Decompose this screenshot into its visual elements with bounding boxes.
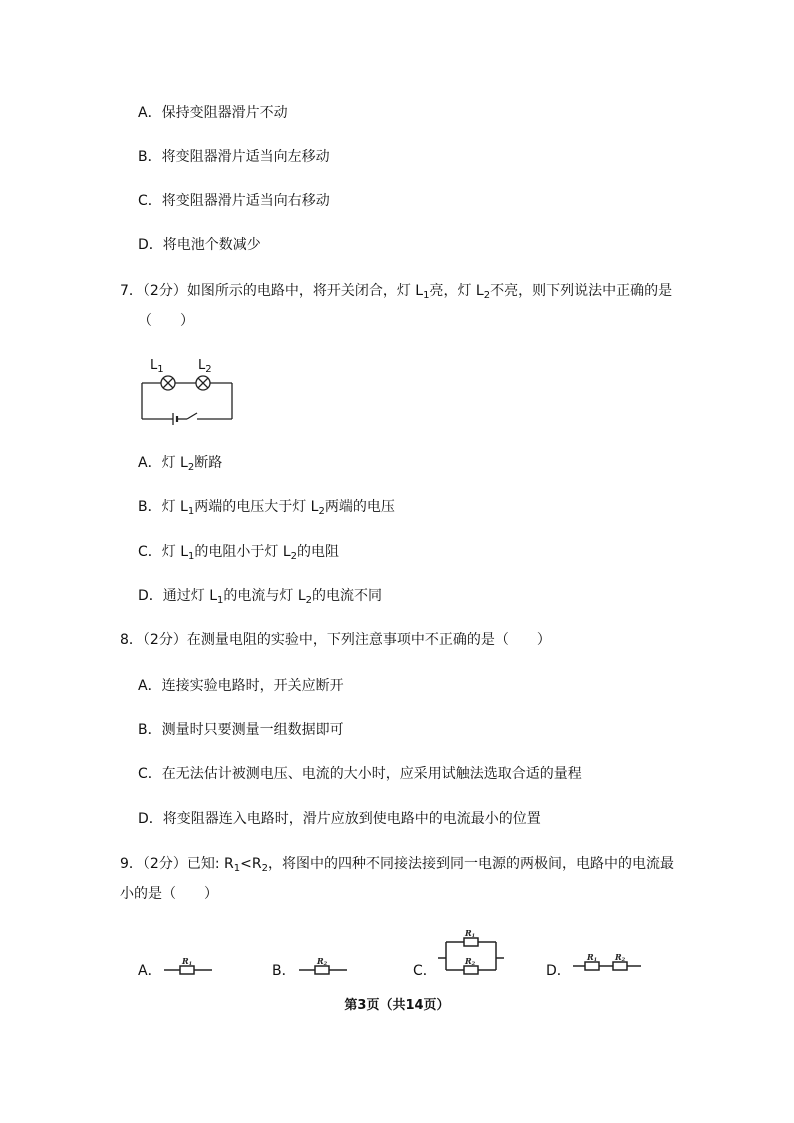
option-letter: D．	[138, 811, 163, 827]
resistor-label: R2	[465, 956, 476, 967]
q9-choice-b-figure	[297, 958, 349, 980]
q7-option-c	[138, 543, 339, 561]
q9-choice-a-figure	[162, 958, 214, 980]
lamp-l2	[196, 376, 210, 390]
q8-option-d	[138, 810, 541, 828]
subscript: 2	[483, 290, 491, 301]
q9-choice-d-figure	[571, 952, 643, 976]
switch-blade	[187, 413, 197, 419]
option-letter: D．	[138, 237, 163, 253]
page-footer: 第3页（共14页）	[344, 998, 450, 1013]
question-number: 8．	[120, 632, 143, 648]
stem-text: 亮，灯 L	[429, 283, 484, 299]
q9-choice-d-letter: D．	[546, 963, 571, 979]
option-text: 断路	[194, 455, 223, 471]
option-letter: B．	[138, 722, 162, 738]
option-text: 将变阻器连入电路时，滑片应放到使电路中的电流最小的位置	[162, 811, 541, 827]
resistor-r2	[613, 962, 627, 970]
q9-choice-c-letter: C．	[413, 963, 437, 979]
q7-option-b	[138, 498, 395, 516]
subscript: 2	[261, 863, 268, 874]
option-text: 的电流不同	[312, 588, 383, 604]
option-text: 两端的电压	[324, 499, 395, 515]
q8-option-a	[138, 677, 344, 695]
stem-text: 不亮，则下列说法中正确的是	[490, 283, 673, 299]
question-score: （2分）	[142, 283, 187, 299]
q6-option-d	[138, 236, 261, 254]
q7-answer-blank: （ ）	[138, 313, 194, 329]
option-letter: A．	[138, 678, 162, 694]
option-letter: A．	[138, 105, 162, 121]
option-text: 的电阻	[297, 544, 340, 560]
stem-text: 在测量电阻的实验中，下列注意事项中不正确的是（ ）	[186, 632, 551, 648]
q6-option-c	[138, 192, 330, 210]
subscript: 1	[217, 595, 224, 606]
question-score: （2分）	[142, 632, 187, 648]
subscript: 2	[305, 595, 313, 606]
subscript: 1	[233, 863, 241, 874]
q9-stem	[120, 855, 674, 873]
option-text: 在无法估计被测电压、电流的大小时，应采用试触法选取合适的量程	[161, 766, 582, 782]
option-text: 通过灯 L	[162, 588, 218, 604]
stem-text: 如图所示的电路中，将开关闭合，灯 L	[186, 283, 424, 299]
q8-option-c	[138, 765, 582, 783]
q6-option-b	[138, 148, 330, 166]
stem-text: R	[251, 856, 262, 872]
option-letter: C．	[138, 193, 162, 209]
q9-choice-a-letter: A．	[138, 963, 162, 979]
resistor-r1	[464, 938, 478, 946]
option-text: 的电阻小于灯 L	[194, 544, 291, 560]
q8-stem	[120, 631, 551, 649]
option-text: 将电池个数减少	[162, 237, 261, 253]
subscript: 2	[187, 462, 195, 473]
q7-option-a	[138, 454, 222, 472]
resistor-label: R1	[465, 928, 476, 939]
resistor-r2	[315, 966, 329, 974]
option-text: 灯 L	[161, 544, 189, 560]
q9-stem-line2: 小的是（ ）	[120, 886, 218, 902]
option-text: 灯 L	[161, 455, 188, 471]
q7-option-d	[138, 587, 382, 605]
option-text: 两端的电压大于灯 L	[194, 499, 319, 515]
lamp-l1-label: $L_1$	[150, 358, 164, 375]
option-letter: C．	[138, 766, 162, 782]
q8-option-b	[138, 721, 344, 739]
q7-stem	[120, 282, 672, 300]
resistor-label: R1	[182, 958, 193, 967]
subscript: 2	[290, 551, 298, 562]
option-letter: B．	[138, 149, 162, 165]
resistor-label: R1	[587, 952, 598, 963]
question-number: 7．	[120, 283, 143, 299]
option-letter: C．	[138, 544, 162, 560]
option-text: 将变阻器滑片适当向右移动	[161, 193, 330, 209]
option-text: 灯 L	[161, 499, 188, 515]
option-text: 测量时只要测量一组数据即可	[161, 722, 344, 738]
stem-text: 已知: R	[186, 856, 234, 872]
option-text: 的电流与灯 L	[223, 588, 306, 604]
lamp-l2-label: $L_2$	[198, 358, 212, 375]
resistor-label: R2	[615, 952, 626, 963]
stem-text: ，将图中的四种不同接法接到同一电源的两极间，电路中的电流最	[267, 856, 674, 872]
subscript: 2	[318, 506, 325, 517]
resistor-r2	[464, 966, 478, 974]
less-than-sign: <	[240, 856, 252, 872]
subscript: 1	[187, 506, 195, 517]
option-text: 将变阻器滑片适当向左移动	[161, 149, 330, 165]
resistor-r1	[180, 966, 194, 974]
question-number: 9．	[120, 856, 143, 872]
option-letter: B．	[138, 499, 162, 515]
q6-option-a	[138, 104, 288, 122]
resistor-r1	[585, 962, 599, 970]
q9-choice-c-figure	[436, 928, 506, 978]
option-text: 保持变阻器滑片不动	[161, 105, 288, 121]
question-score: （2分）	[142, 856, 187, 872]
subscript: 1	[188, 551, 195, 562]
resistor-label: R2	[317, 958, 328, 967]
lamp-l1	[161, 376, 175, 390]
subscript: 1	[423, 290, 430, 301]
option-letter: D．	[138, 588, 163, 604]
option-letter: A．	[138, 455, 162, 471]
option-text: 连接实验电路时，开关应断开	[161, 678, 344, 694]
q9-choice-b-letter: B．	[272, 963, 296, 979]
